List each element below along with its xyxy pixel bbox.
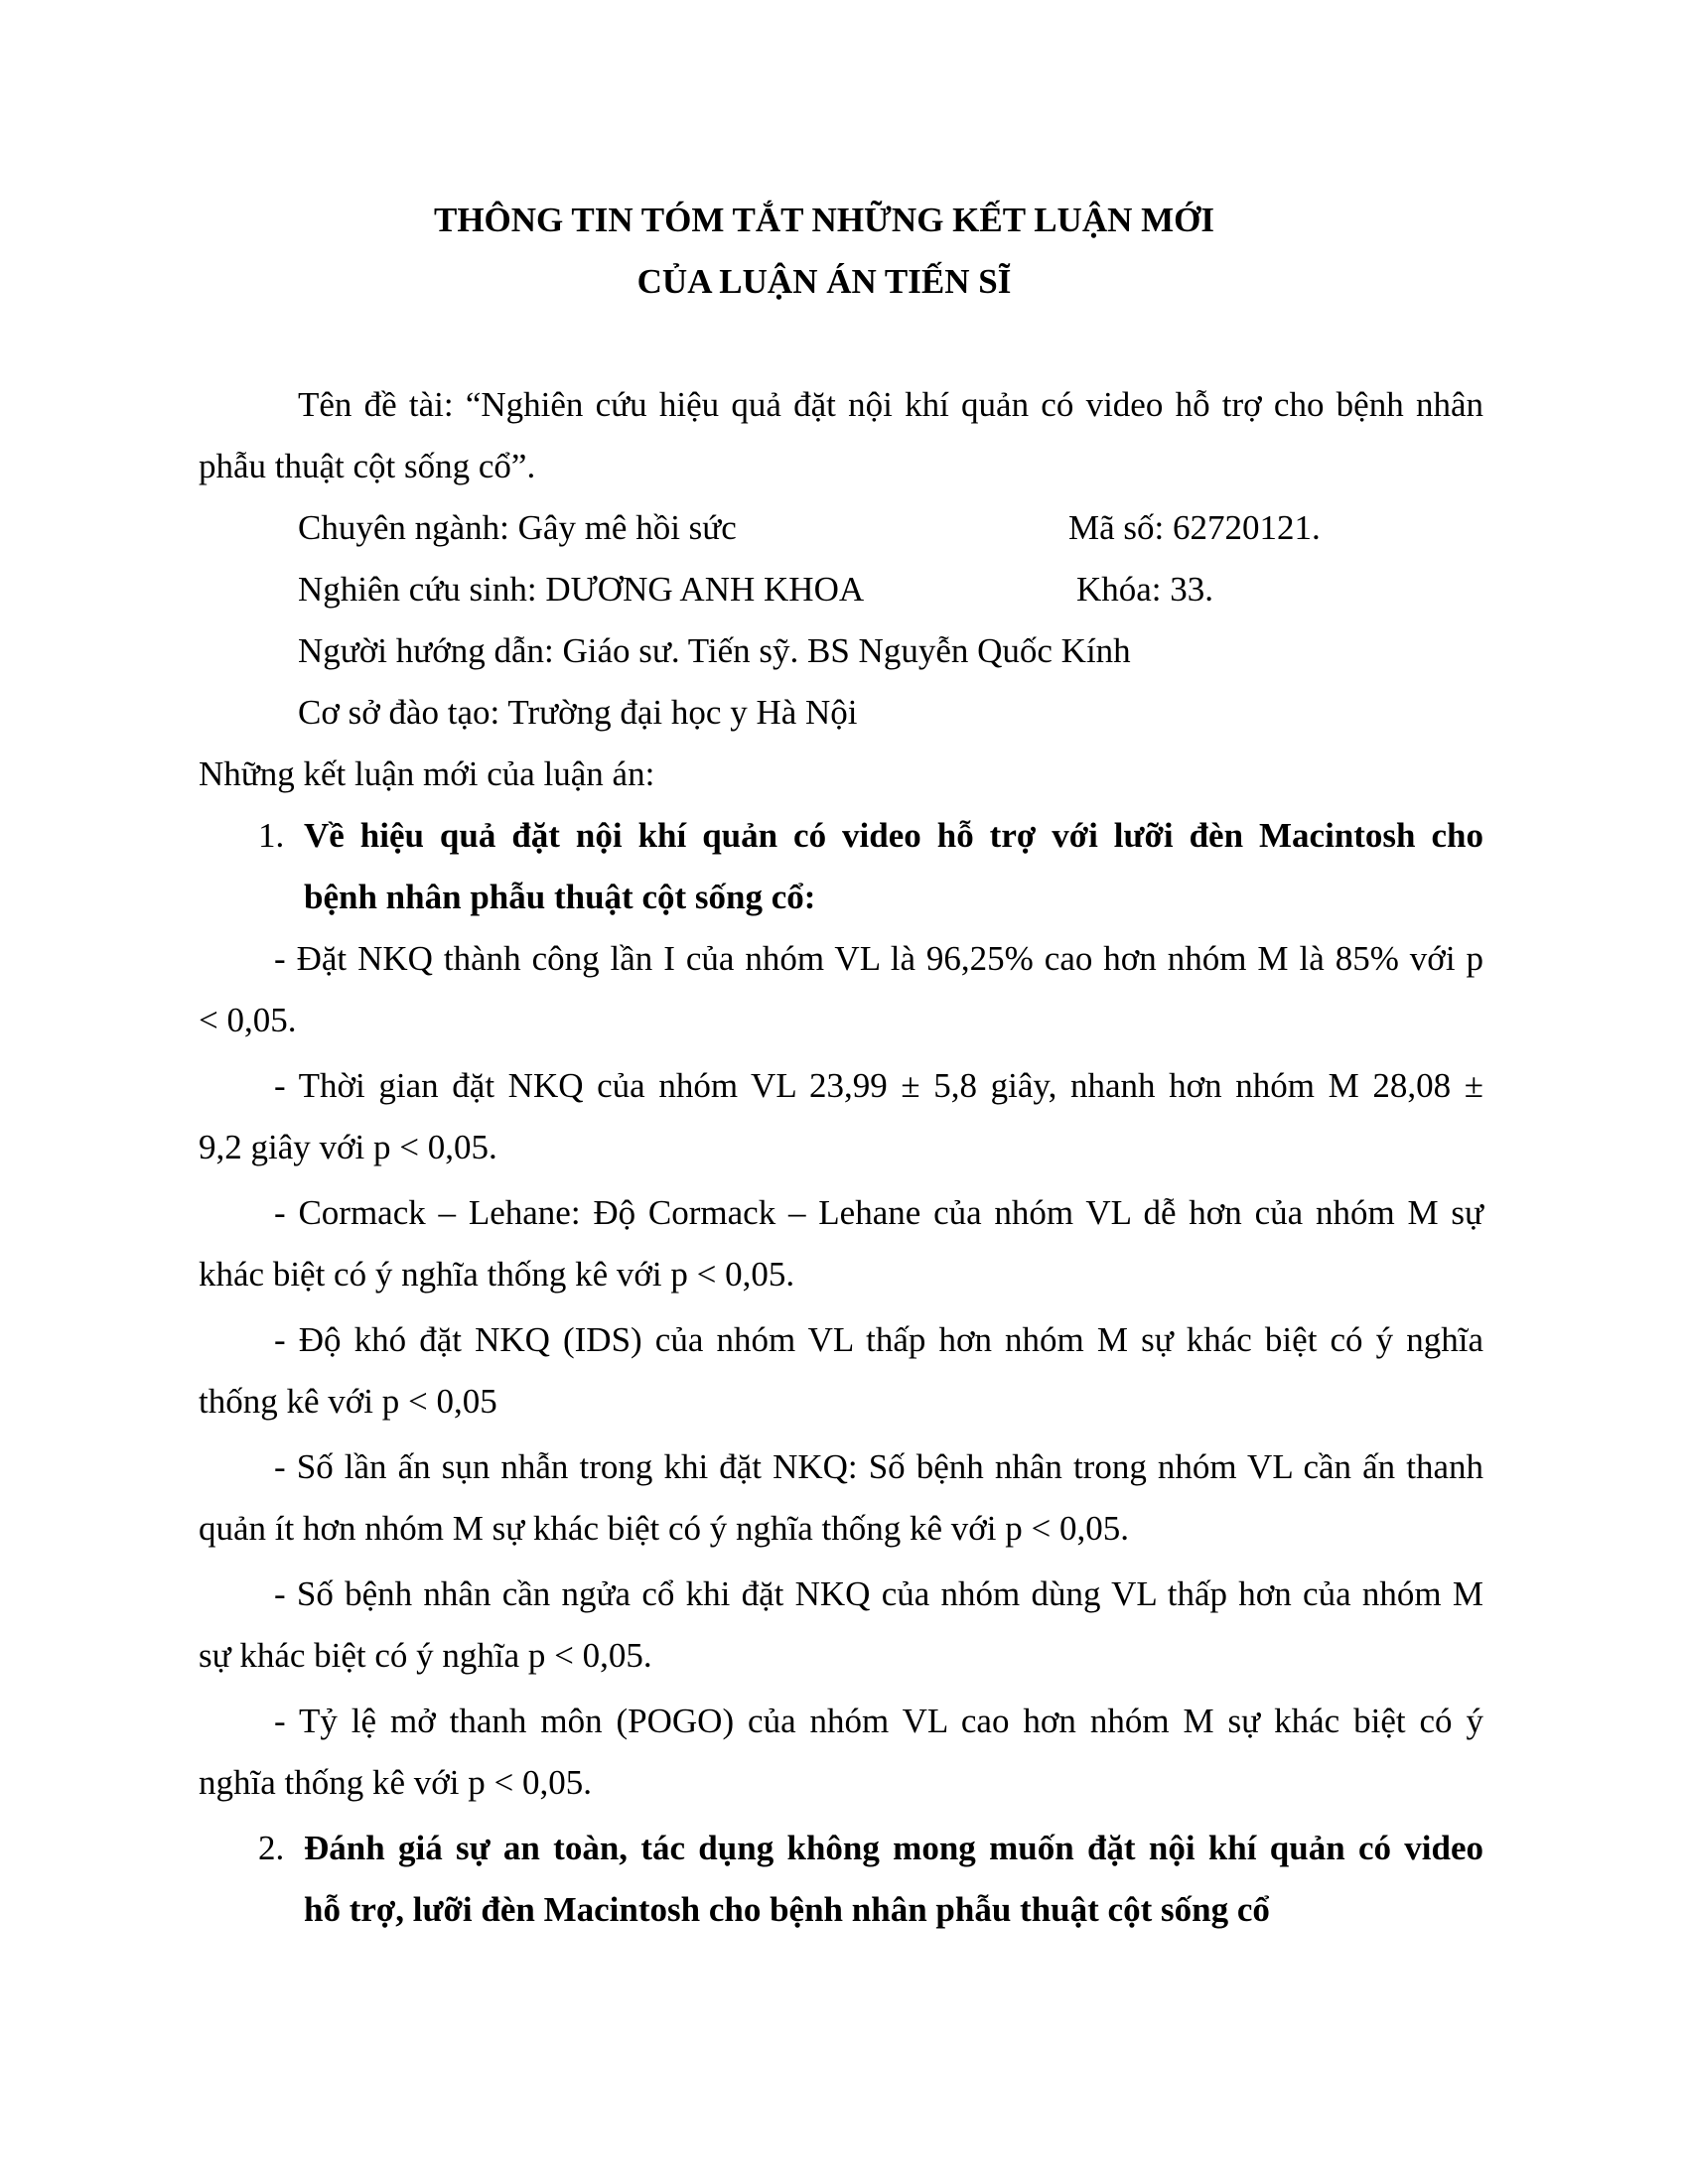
item-3-line-1: - Cormack – Lehane: Độ Cormack – Lehane của nhóm VL dễ hơn của nhóm M sự (274, 1193, 1483, 1232)
course-label: Khóa: 33. (1076, 570, 1214, 609)
item-1-line-2: < 0,05. (199, 1001, 297, 1039)
advisor-label: Người hướng dẫn: Giáo sư. Tiến sỹ. BS Nguyễn Quốc Kính (298, 631, 1131, 670)
section1-number: 1. (258, 816, 285, 855)
item-5-line-1: - Số lần ấn sụn nhẫn trong khi đặt NKQ: Số bệnh nhân trong nhóm VL cần ấn thanh (274, 1447, 1483, 1486)
section2-heading-line-1: Đánh giá sự an toàn, tác dụng không mong muốn đặt nội khí quản có video (304, 1829, 1483, 1867)
item-7-line-2: nghĩa thống kê với p < 0,05. (199, 1763, 592, 1802)
researcher-label: Nghiên cứu sinh: DƯƠNG ANH KHOA (298, 570, 865, 609)
item-6-line-2: sự khác biệt có ý nghĩa p < 0,05. (199, 1636, 652, 1675)
topic-line-1: Tên đề tài: “Nghiên cứu hiệu quả đặt nội khí quản có video hỗ trợ cho bệnh nhân (298, 385, 1483, 424)
item-1-line-1: - Đặt NKQ thành công lần I của nhóm VL là 96,25% cao hơn nhóm M là 85% với p (274, 939, 1483, 978)
item-4-line-2: thống kê với p < 0,05 (199, 1382, 497, 1421)
item-2-line-1: - Thời gian đặt NKQ của nhóm VL 23,99 ± 5,8 giây, nhanh hơn nhóm M 28,08 ± (274, 1066, 1483, 1105)
item-3-line-2: khác biệt có ý nghĩa thống kê với p < 0,05. (199, 1255, 795, 1294)
institution-label: Cơ sở đào tạo: Trường đại học y Hà Nội (298, 693, 858, 732)
section1-heading-line-1: Về hiệu quả đặt nội khí quản có video hỗ trợ với lưỡi đèn Macintosh cho (304, 816, 1483, 855)
item-2-line-2: 9,2 giây với p < 0,05. (199, 1128, 497, 1166)
item-6-line-1: - Số bệnh nhân cần ngửa cổ khi đặt NKQ của nhóm dùng VL thấp hơn của nhóm M (274, 1574, 1483, 1613)
topic-line-2: phẫu thuật cột sống cổ”. (199, 447, 536, 485)
item-5-line-2: quản ít hơn nhóm M sự khác biệt có ý nghĩa thống kê với p < 0,05. (199, 1509, 1130, 1548)
section2-number: 2. (258, 1829, 285, 1867)
title-line-1: THÔNG TIN TÓM TẮT NHỮNG KẾT LUẬN MỚI (433, 201, 1214, 239)
item-4-line-1: - Độ khó đặt NKQ (IDS) của nhóm VL thấp hơn nhóm M sự khác biệt có ý nghĩa (274, 1320, 1483, 1359)
title-line-2: CỦA LUẬN ÁN TIẾN SĨ (636, 262, 1012, 301)
conclusions-heading: Những kết luận mới của luận án: (199, 754, 655, 793)
section1-heading-line-2: bệnh nhân phẫu thuật cột sống cổ: (304, 878, 816, 916)
code-label: Mã số: 62720121. (1068, 508, 1321, 547)
section2-heading-line-2: hỗ trợ, lưỡi đèn Macintosh cho bệnh nhân phẫu thuật cột sống cổ (304, 1890, 1270, 1929)
major-label: Chuyên ngành: Gây mê hồi sức (298, 508, 737, 547)
item-7-line-1: - Tỷ lệ mở thanh môn (POGO) của nhóm VL cao hơn nhóm M sự khác biệt có ý (274, 1702, 1483, 1740)
